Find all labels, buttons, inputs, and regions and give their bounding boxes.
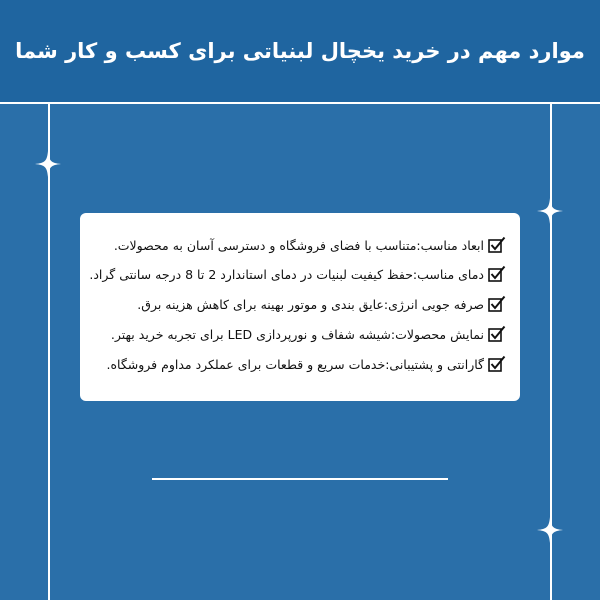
checklist-item xyxy=(90,320,506,348)
checklist-card xyxy=(80,213,520,401)
checkbox-checked-icon xyxy=(488,236,506,254)
checklist-item-label: دمای مناسب: xyxy=(412,266,484,282)
checklist-item-text: شیشه شفاف و نورپردازی LED برای تجربه خرید بهتر. xyxy=(110,326,391,342)
checkbox-checked-icon xyxy=(488,325,506,343)
checklist-item-label: گارانتی و پشتیبانی: xyxy=(385,356,484,372)
bottom-divider xyxy=(152,478,448,480)
checklist-item-text: عایق بندی و موتور بهینه برای کاهش هزینه برق. xyxy=(137,296,384,312)
checklist-item-label: نمایش محصولات: xyxy=(390,326,484,342)
checklist-item-text: متناسب با فضای فروشگاه و دسترسی آسان به محصولات. xyxy=(113,237,417,253)
checklist-item-text: حفظ کیفیت لبنیات در دمای استاندارد 2 تا 8 درجه سانتی گراد. xyxy=(89,266,413,282)
page-title: موارد مهم در خرید یخچال لبنیاتی برای کسب و کار شما xyxy=(15,39,585,63)
checklist-item xyxy=(90,350,506,378)
sparkle-star-icon xyxy=(537,517,563,543)
sparkle-star-icon xyxy=(537,198,563,224)
checklist-item-text: خدمات سریع و قطعات برای عملکرد مداوم فروشگاه. xyxy=(106,356,386,372)
checkbox-checked-icon xyxy=(488,355,506,373)
left-decorative-line xyxy=(48,104,50,600)
header-banner xyxy=(0,0,600,104)
checklist-item xyxy=(90,260,506,288)
checkbox-checked-icon xyxy=(488,265,506,283)
checklist-item xyxy=(90,290,506,318)
checkbox-checked-icon xyxy=(488,295,506,313)
checklist-item-label: صرفه جویی انرژی: xyxy=(383,296,484,312)
sparkle-star-icon xyxy=(35,151,61,177)
checklist-item-label: ابعاد مناسب: xyxy=(416,237,484,253)
checklist-item xyxy=(90,231,506,259)
